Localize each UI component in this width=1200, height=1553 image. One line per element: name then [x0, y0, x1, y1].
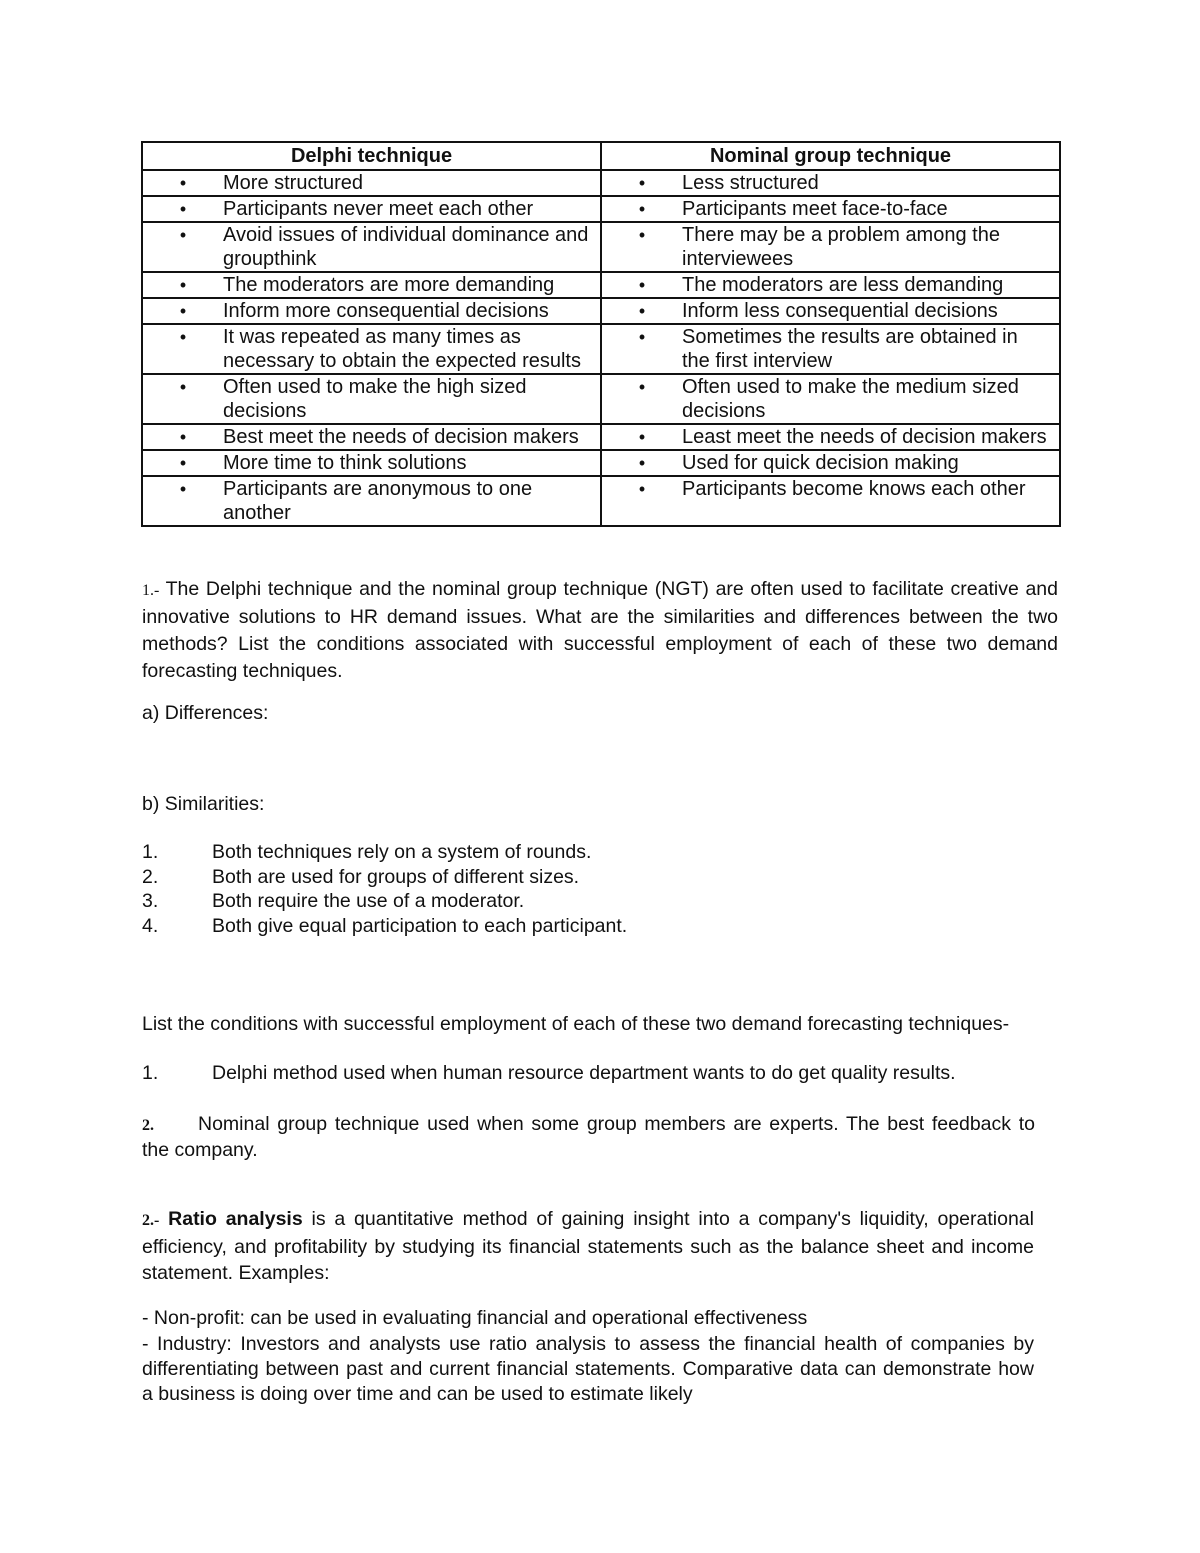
nominal-group-cell	[601, 374, 1060, 424]
bullet-icon: •	[179, 453, 187, 473]
bullet-icon: •	[638, 453, 646, 473]
cell-text: Participants meet face-to-face	[682, 198, 948, 220]
dash-marker: -	[142, 1333, 149, 1355]
similarities-label: b) Similarities:	[142, 793, 265, 815]
conditions-heading: List the conditions with successful employment of each of these two demand forecasting techniques-	[142, 1013, 1010, 1035]
bullet-icon: •	[638, 173, 646, 193]
table-row	[142, 476, 1060, 526]
question-1	[142, 576, 1058, 685]
table-body	[142, 170, 1060, 526]
bullet-icon: •	[179, 327, 187, 347]
delphi-cell	[142, 222, 601, 272]
bullet-icon: •	[638, 427, 646, 447]
list-item	[142, 865, 627, 890]
condition-number: 2.	[142, 1117, 154, 1134]
cell-text: The moderators are less demanding	[682, 274, 1004, 296]
example-text: Non-profit: can be used in evaluating financial and operational effectiveness	[153, 1307, 808, 1329]
cell-text: Participants become knows each other	[682, 478, 1026, 500]
example-non-profit	[142, 1306, 1034, 1331]
cell-text: The moderators are more demanding	[223, 274, 555, 296]
list-item-number: 2.	[142, 865, 159, 888]
list-item	[142, 840, 627, 865]
header-delphi: Delphi technique	[142, 142, 601, 170]
condition-text: Nominal group technique used when some group members are experts. The best feedback to the company.	[142, 1113, 1035, 1161]
bullet-item	[602, 375, 1051, 423]
cell-text: Often used to make the high sized decisions	[223, 376, 527, 422]
delphi-cell	[142, 374, 601, 424]
bullet-item	[143, 325, 592, 373]
condition-item-2	[142, 1112, 1035, 1162]
dash-marker: -	[142, 1307, 149, 1329]
bullet-item	[143, 197, 592, 221]
bullet-item	[143, 223, 592, 271]
question-2	[142, 1206, 1034, 1286]
bullet-item	[602, 223, 1051, 271]
nominal-group-cell	[601, 476, 1060, 526]
bullet-icon: •	[638, 479, 646, 499]
nominal-group-cell	[601, 450, 1060, 476]
list-item-text: Both require the use of a moderator.	[212, 890, 525, 912]
cell-text: There may be a problem among the interviewees	[682, 224, 1000, 270]
bullet-item	[602, 299, 1051, 323]
nominal-group-cell	[601, 324, 1060, 374]
bullet-item	[143, 299, 592, 323]
bullet-item	[143, 171, 592, 195]
bullet-icon: •	[638, 275, 646, 295]
cell-text: More structured	[223, 172, 364, 194]
nominal-group-cell	[601, 298, 1060, 324]
delphi-cell	[142, 196, 601, 222]
cell-text: Participants never meet each other	[223, 198, 534, 220]
bullet-item	[602, 425, 1051, 449]
bullet-item	[143, 477, 592, 525]
bullet-item	[602, 477, 1051, 501]
table-row	[142, 196, 1060, 222]
bullet-item	[143, 425, 592, 449]
example-text: Industry: Investors and analysts use ratio analysis to assess the financial health of companies by differentiating between past and current financial statements. Comparative data can demonstrate how a business is doing over time and can be used to estimate likely	[142, 1333, 1035, 1405]
nominal-group-cell	[601, 222, 1060, 272]
cell-text: Participants are anonymous to one another	[223, 478, 533, 524]
bullet-item	[602, 325, 1051, 373]
cell-text: Least meet the needs of decision makers	[682, 426, 1047, 448]
condition-item-1	[142, 1061, 1035, 1085]
bullet-icon: •	[179, 479, 187, 499]
cell-text: It was repeated as many times as necessary to obtain the expected results	[223, 326, 581, 372]
cell-text: Best meet the needs of decision makers	[223, 426, 579, 448]
delphi-cell	[142, 324, 601, 374]
table-row	[142, 324, 1060, 374]
nominal-group-cell	[601, 424, 1060, 450]
question-2-number: 2.-	[142, 1212, 160, 1229]
cell-text: Inform less consequential decisions	[682, 300, 998, 322]
cell-text: Inform more consequential decisions	[223, 300, 549, 322]
bullet-item	[143, 273, 592, 297]
nominal-group-cell	[601, 170, 1060, 196]
nominal-group-cell	[601, 272, 1060, 298]
table-header-row	[142, 142, 1060, 170]
bullet-icon: •	[638, 327, 646, 347]
table-row	[142, 424, 1060, 450]
delphi-cell	[142, 450, 601, 476]
table-row	[142, 450, 1060, 476]
delphi-cell	[142, 298, 601, 324]
bullet-icon: •	[179, 377, 187, 397]
table-row	[142, 374, 1060, 424]
list-item-number: 1.	[142, 841, 159, 863]
question-1-text: The Delphi technique and the nominal group technique (NGT) are often used to facilitate creative and innovative solutions to HR demand issues. What are the similarities and differences between the two methods? List the conditions associated with successful employment of each of these two demand forecasting techniques.	[142, 578, 1058, 682]
question-1-number: 1.-	[142, 582, 160, 599]
bullet-item	[143, 451, 592, 475]
table-row	[142, 272, 1060, 298]
delphi-cell	[142, 424, 601, 450]
bullet-item	[602, 273, 1051, 297]
bullet-icon: •	[179, 275, 187, 295]
differences-label: a) Differences:	[142, 702, 269, 724]
header-nominal-group: Nominal group technique	[601, 142, 1060, 170]
bullet-icon: •	[638, 301, 646, 321]
condition-number: 1.	[142, 1062, 159, 1084]
list-item-number: 4.	[142, 914, 159, 937]
table-row	[142, 222, 1060, 272]
list-item-text: Both give equal participation to each participant.	[212, 914, 628, 937]
delphi-cell	[142, 170, 601, 196]
bullet-item	[143, 375, 592, 423]
list-item	[142, 889, 627, 914]
ratio-analysis-term: Ratio analysis	[168, 1208, 303, 1230]
bullet-icon: •	[638, 225, 646, 245]
nominal-group-cell	[601, 196, 1060, 222]
cell-text: Sometimes the results are obtained in the first interview	[682, 326, 1018, 372]
list-item-number: 3.	[142, 890, 159, 912]
cell-text: Often used to make the medium sized decisions	[682, 376, 1019, 422]
example-industry	[142, 1332, 1034, 1407]
question-2-text: is a quantitative method of gaining insight into a company's liquidity, operational efficiency, and profitability by studying its financial statements such as the balance sheet and income statement. Examples:	[142, 1208, 1034, 1284]
bullet-icon: •	[179, 173, 187, 193]
cell-text: Less structured	[682, 172, 819, 194]
cell-text: Used for quick decision making	[682, 452, 959, 474]
bullet-icon: •	[638, 377, 646, 397]
delphi-cell	[142, 476, 601, 526]
bullet-icon: •	[179, 225, 187, 245]
bullet-item	[602, 171, 1051, 195]
bullet-item	[602, 451, 1051, 475]
cell-text: More time to think solutions	[223, 452, 467, 474]
list-item-text: Both are used for groups of different sizes.	[212, 865, 580, 888]
similarities-list	[142, 840, 627, 938]
delphi-cell	[142, 272, 601, 298]
table-row	[142, 170, 1060, 196]
bullet-icon: •	[179, 427, 187, 447]
bullet-icon: •	[179, 199, 187, 219]
bullet-icon: •	[638, 199, 646, 219]
table-row	[142, 298, 1060, 324]
bullet-item	[602, 197, 1051, 221]
list-item	[142, 914, 627, 939]
cell-text: Avoid issues of individual dominance and groupthink	[223, 224, 589, 270]
bullet-icon: •	[179, 301, 187, 321]
condition-text: Delphi method used when human resource department wants to do get quality results.	[212, 1062, 956, 1084]
comparison-table	[141, 141, 1061, 527]
list-item-text: Both techniques rely on a system of rounds.	[212, 841, 592, 863]
